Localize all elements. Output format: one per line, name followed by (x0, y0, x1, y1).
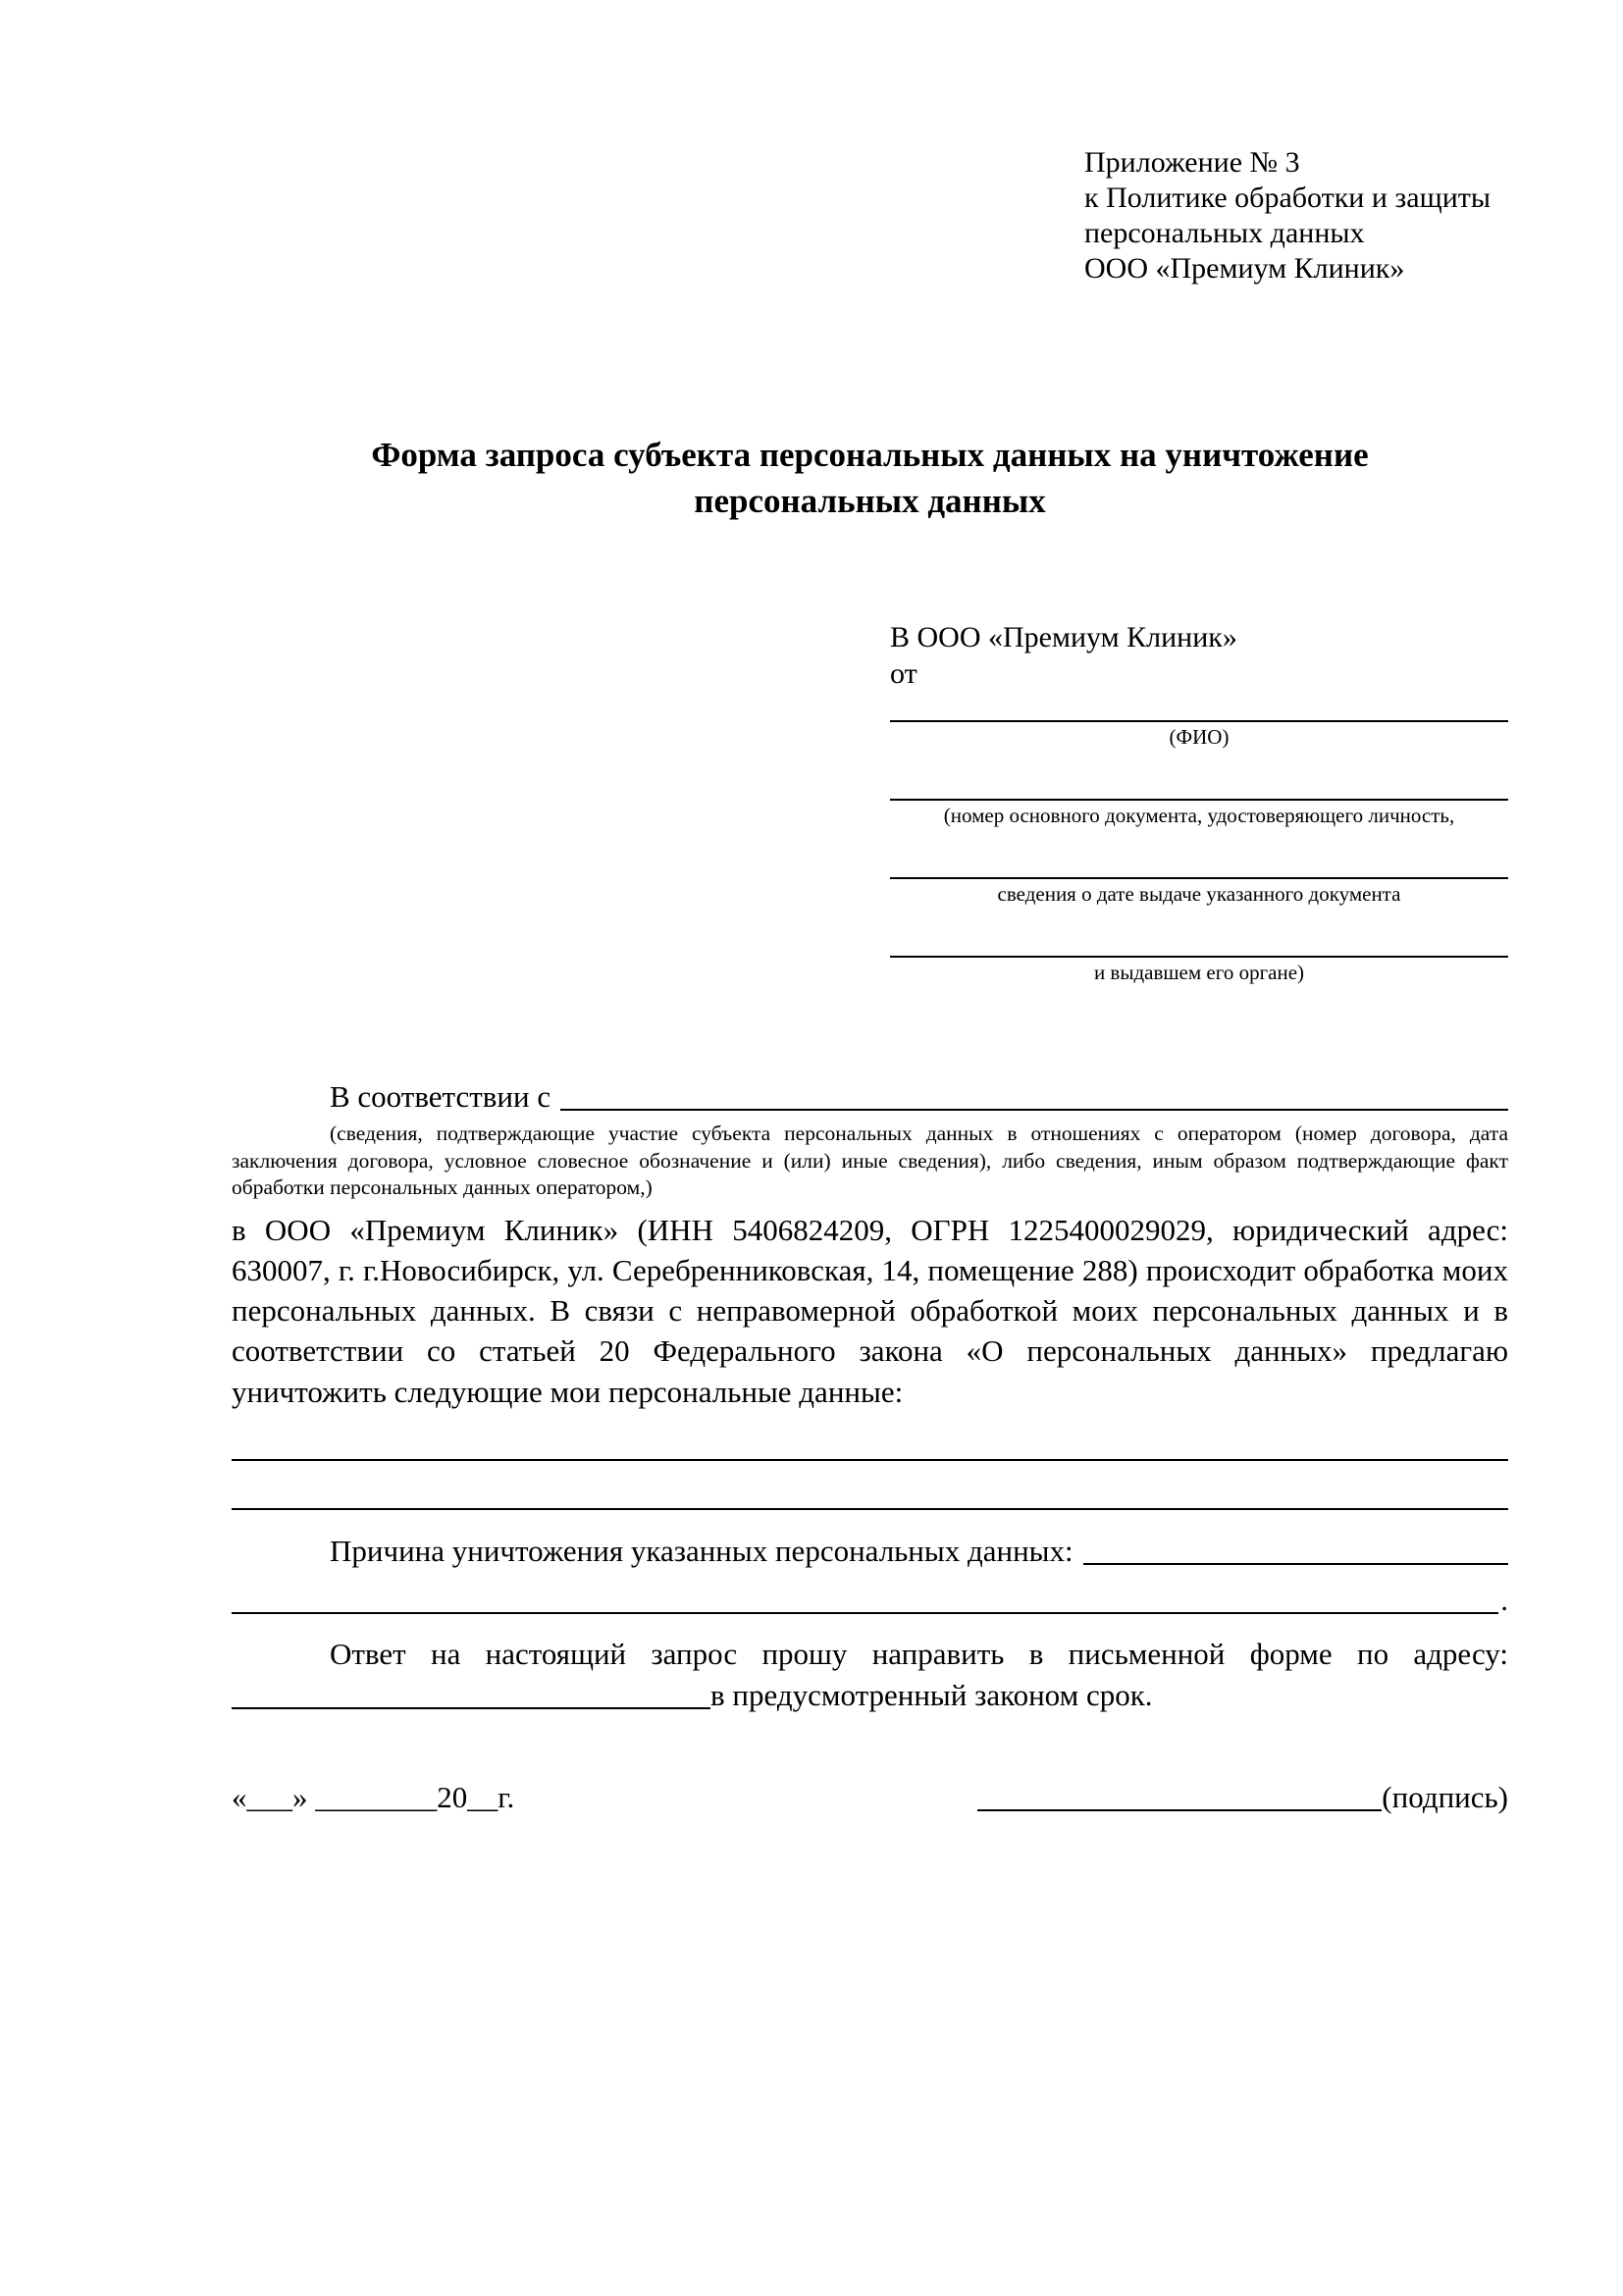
reason-label: Причина уничтожения указанных персональных данных: (330, 1533, 1073, 1568)
annex-line-4: ООО «Премиум Клиник» (1084, 252, 1405, 285)
issue-date-blank-line (890, 850, 1508, 879)
response-tail: в предусмотренный законом срок. (710, 1678, 1153, 1713)
fio-caption: (ФИО) (1169, 724, 1230, 749)
addressee-from-label: от (890, 657, 917, 690)
addressee-to-line: В ООО «Премиум Клиник» (890, 620, 1237, 653)
date-line: «___» ________20__г. (232, 1780, 515, 1815)
document-number-caption: (номер основного документа, удостоверяющего личность, (943, 803, 1455, 827)
address-blank-line (232, 1676, 710, 1709)
spacer (890, 828, 1508, 850)
annex-line-1: Приложение № 3 (1084, 146, 1300, 179)
footer-row (232, 1778, 1508, 1815)
personal-data-blank-line-1 (232, 1459, 1508, 1461)
annex-line-3: персональных данных (1084, 217, 1365, 249)
spacer (890, 907, 1508, 928)
issuing-authority-blank-line (890, 928, 1508, 958)
response-address-line (232, 1676, 1508, 1713)
reason-continuation-line (232, 1583, 1508, 1618)
addressee-block (890, 619, 1508, 986)
signature-caption: (подпись) (1382, 1780, 1508, 1815)
annex-reference-block (1084, 145, 1508, 287)
document-title-line-1: Форма запроса субъекта персональных данных на уничтожение (371, 436, 1369, 474)
explanatory-note: (сведения, подтверждающие участие субъекта персональных данных в отношениях с оператором (номер договора, дата заключения договора, условное словесное обозначение и (или) иные сведения), либо сведения, иным образом подтверждающие факт обработки персональных данных оператором,) (232, 1122, 1508, 1200)
reason-blank-line (1083, 1530, 1508, 1565)
reason-period: . (1500, 1582, 1508, 1617)
annex-line-2: к Политике обработки и защиты (1084, 182, 1492, 214)
document-title-line-2: персональных данных (694, 482, 1046, 521)
signature-blank-line (977, 1778, 1382, 1811)
accordance-prefix: В соответствии с (330, 1079, 551, 1115)
personal-data-blank-line-2 (232, 1508, 1508, 1510)
document-title (232, 432, 1508, 525)
main-paragraph: в ООО «Премиум Клиник» (ИНН 5406824209, ОГРН 1225400029029, юридический адрес: 630007, г. г.Новосибирск, ул. Серебренниковская, 14, помещение 288) происходит обработка моих персональных данных. В связи с неправомерной обработкой моих персональных данных и в соответствии со статьей 20 Федерального закона «О персональных данных» предлагаю уничтожить следующие мои персональные данные: (232, 1212, 1508, 1409)
accordance-blank-line (560, 1075, 1508, 1111)
signature-group (977, 1778, 1508, 1815)
issue-date-caption: сведения о дате выдаче указанного документа (997, 881, 1401, 906)
issuing-authority-caption: и выдавшем его органе) (1093, 961, 1305, 985)
spacer (890, 750, 1508, 771)
response-sentence: Ответ на настоящий запрос прошу направить в письменной форме по адресу: (330, 1636, 1508, 1671)
reason-blank-line-2 (232, 1583, 1498, 1614)
accordance-line (232, 1075, 1508, 1115)
reason-line (232, 1530, 1508, 1569)
document-number-blank-line (890, 771, 1508, 801)
fio-blank-line (890, 693, 1508, 722)
